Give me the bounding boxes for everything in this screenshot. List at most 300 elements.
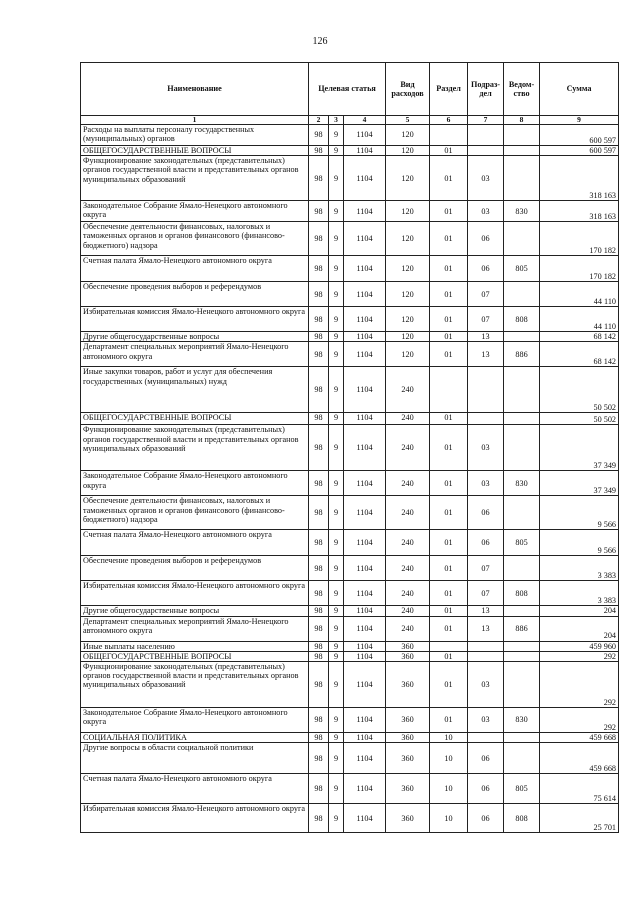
expense-type: 120 bbox=[386, 282, 430, 307]
target-part-2: 9 bbox=[329, 256, 344, 282]
header-section: Раздел bbox=[430, 63, 468, 116]
budget-table bbox=[80, 62, 619, 833]
department-code: 808 bbox=[504, 581, 540, 606]
section-code: 01 bbox=[430, 651, 468, 661]
table-row bbox=[81, 413, 619, 425]
target-part-3: 1104 bbox=[344, 707, 386, 732]
expense-type: 360 bbox=[386, 804, 430, 833]
target-part-2: 9 bbox=[329, 556, 344, 581]
row-name: Избирательная комиссия Ямало-Ненецкого автономного округа bbox=[81, 307, 309, 332]
section-code: 10 bbox=[430, 804, 468, 833]
row-sum: 600 597 bbox=[540, 146, 619, 156]
row-name: Функционирование законодательных (представительных) органов государственной власти и представительных органов муниципальных образований bbox=[81, 425, 309, 471]
table-row bbox=[81, 616, 619, 641]
expense-type: 240 bbox=[386, 606, 430, 616]
department-code: 805 bbox=[504, 530, 540, 556]
department-code: 830 bbox=[504, 201, 540, 222]
section-code bbox=[430, 125, 468, 146]
row-sum: 50 502 bbox=[540, 367, 619, 413]
subsection-code: 06 bbox=[468, 743, 504, 774]
department-code bbox=[504, 641, 540, 651]
row-sum: 3 383 bbox=[540, 581, 619, 606]
subsection-code bbox=[468, 125, 504, 146]
target-part-2: 9 bbox=[329, 471, 344, 496]
target-part-3: 1104 bbox=[344, 342, 386, 367]
target-part-2: 9 bbox=[329, 425, 344, 471]
target-part-2: 9 bbox=[329, 743, 344, 774]
row-sum: 44 110 bbox=[540, 282, 619, 307]
expense-type: 240 bbox=[386, 581, 430, 606]
department-code bbox=[504, 413, 540, 425]
department-code bbox=[504, 661, 540, 707]
table-row bbox=[81, 222, 619, 256]
target-part-2: 9 bbox=[329, 641, 344, 651]
expense-type: 120 bbox=[386, 332, 430, 342]
subsection-code: 03 bbox=[468, 661, 504, 707]
subsection-code: 06 bbox=[468, 530, 504, 556]
target-part-2: 9 bbox=[329, 707, 344, 732]
column-number: 2 bbox=[309, 116, 329, 125]
table-row bbox=[81, 732, 619, 742]
target-part-3: 1104 bbox=[344, 496, 386, 530]
table-row bbox=[81, 256, 619, 282]
section-code: 01 bbox=[430, 413, 468, 425]
column-number: 8 bbox=[504, 116, 540, 125]
department-code bbox=[504, 222, 540, 256]
row-name: Другие общегосударственные вопросы bbox=[81, 606, 309, 616]
expense-type: 120 bbox=[386, 256, 430, 282]
subsection-code: 13 bbox=[468, 332, 504, 342]
department-code bbox=[504, 425, 540, 471]
row-sum: 9 566 bbox=[540, 530, 619, 556]
column-number: 4 bbox=[344, 116, 386, 125]
expense-type: 120 bbox=[386, 342, 430, 367]
target-part-3: 1104 bbox=[344, 606, 386, 616]
section-code: 01 bbox=[430, 307, 468, 332]
target-part-1: 98 bbox=[309, 707, 329, 732]
row-sum: 459 668 bbox=[540, 743, 619, 774]
subsection-code: 03 bbox=[468, 707, 504, 732]
target-part-1: 98 bbox=[309, 222, 329, 256]
department-code bbox=[504, 743, 540, 774]
column-number-row bbox=[81, 116, 619, 125]
row-name: Обеспечение деятельности финансовых, налоговых и таможенных органов и органов финансового (финансово-бюджетного) надзора bbox=[81, 222, 309, 256]
table-row bbox=[81, 471, 619, 496]
expense-type: 120 bbox=[386, 146, 430, 156]
target-part-1: 98 bbox=[309, 616, 329, 641]
row-sum: 292 bbox=[540, 651, 619, 661]
table-body bbox=[81, 125, 619, 833]
table-row bbox=[81, 651, 619, 661]
section-code: 01 bbox=[430, 222, 468, 256]
target-part-1: 98 bbox=[309, 661, 329, 707]
expense-type: 240 bbox=[386, 496, 430, 530]
expense-type: 360 bbox=[386, 661, 430, 707]
target-part-2: 9 bbox=[329, 581, 344, 606]
expense-type: 240 bbox=[386, 425, 430, 471]
department-code: 808 bbox=[504, 804, 540, 833]
target-part-3: 1104 bbox=[344, 201, 386, 222]
target-part-3: 1104 bbox=[344, 530, 386, 556]
expense-type: 360 bbox=[386, 707, 430, 732]
header-type: Вид расходов bbox=[386, 63, 430, 116]
target-part-2: 9 bbox=[329, 146, 344, 156]
row-sum: 3 383 bbox=[540, 556, 619, 581]
section-code: 01 bbox=[430, 661, 468, 707]
row-sum: 68 142 bbox=[540, 342, 619, 367]
table-row bbox=[81, 156, 619, 201]
row-name: Счетная палата Ямало-Ненецкого автономного округа bbox=[81, 774, 309, 804]
target-part-3: 1104 bbox=[344, 125, 386, 146]
department-code bbox=[504, 282, 540, 307]
table-row bbox=[81, 774, 619, 804]
header-target: Целевая статья bbox=[309, 63, 386, 116]
row-sum: 318 163 bbox=[540, 201, 619, 222]
target-part-3: 1104 bbox=[344, 556, 386, 581]
column-number: 9 bbox=[540, 116, 619, 125]
target-part-2: 9 bbox=[329, 804, 344, 833]
table-header bbox=[81, 63, 619, 125]
target-part-1: 98 bbox=[309, 125, 329, 146]
row-name: Законодательное Собрание Ямало-Ненецкого автономного округа bbox=[81, 707, 309, 732]
target-part-3: 1104 bbox=[344, 661, 386, 707]
row-sum: 44 110 bbox=[540, 307, 619, 332]
row-name: Счетная палата Ямало-Ненецкого автономного округа bbox=[81, 530, 309, 556]
table-row bbox=[81, 606, 619, 616]
row-name: Функционирование законодательных (представительных) органов государственной власти и представительных органов муниципальных образований bbox=[81, 661, 309, 707]
section-code: 01 bbox=[430, 556, 468, 581]
row-sum: 600 597 bbox=[540, 125, 619, 146]
row-name: Избирательная комиссия Ямало-Ненецкого автономного округа bbox=[81, 581, 309, 606]
table-row bbox=[81, 342, 619, 367]
department-code bbox=[504, 156, 540, 201]
department-code bbox=[504, 606, 540, 616]
row-sum: 75 614 bbox=[540, 774, 619, 804]
expense-type: 240 bbox=[386, 556, 430, 581]
table-row bbox=[81, 530, 619, 556]
department-code bbox=[504, 146, 540, 156]
header-name: Наименование bbox=[81, 63, 309, 116]
target-part-1: 98 bbox=[309, 774, 329, 804]
row-sum: 170 182 bbox=[540, 222, 619, 256]
column-number: 1 bbox=[81, 116, 309, 125]
row-sum: 37 349 bbox=[540, 471, 619, 496]
target-part-3: 1104 bbox=[344, 471, 386, 496]
target-part-2: 9 bbox=[329, 367, 344, 413]
section-code: 01 bbox=[430, 156, 468, 201]
target-part-1: 98 bbox=[309, 641, 329, 651]
row-sum: 170 182 bbox=[540, 256, 619, 282]
target-part-3: 1104 bbox=[344, 425, 386, 471]
subsection-code: 06 bbox=[468, 256, 504, 282]
target-part-2: 9 bbox=[329, 156, 344, 201]
header-dept: Ведом-ство bbox=[504, 63, 540, 116]
row-sum: 459 668 bbox=[540, 732, 619, 742]
expense-type: 240 bbox=[386, 616, 430, 641]
page-number: 126 bbox=[312, 36, 328, 47]
subsection-code: 13 bbox=[468, 606, 504, 616]
section-code: 10 bbox=[430, 743, 468, 774]
table-row bbox=[81, 641, 619, 651]
expense-type: 360 bbox=[386, 743, 430, 774]
table-row bbox=[81, 661, 619, 707]
section-code: 01 bbox=[430, 581, 468, 606]
target-part-1: 98 bbox=[309, 342, 329, 367]
target-part-3: 1104 bbox=[344, 146, 386, 156]
subsection-code: 13 bbox=[468, 616, 504, 641]
subsection-code bbox=[468, 413, 504, 425]
section-code: 01 bbox=[430, 201, 468, 222]
expense-type: 120 bbox=[386, 156, 430, 201]
section-code: 01 bbox=[430, 332, 468, 342]
subsection-code bbox=[468, 732, 504, 742]
subsection-code: 07 bbox=[468, 307, 504, 332]
target-part-2: 9 bbox=[329, 201, 344, 222]
department-code bbox=[504, 556, 540, 581]
target-part-2: 9 bbox=[329, 222, 344, 256]
subsection-code: 07 bbox=[468, 581, 504, 606]
row-name: Законодательное Собрание Ямало-Ненецкого автономного округа bbox=[81, 201, 309, 222]
target-part-1: 98 bbox=[309, 413, 329, 425]
target-part-2: 9 bbox=[329, 651, 344, 661]
target-part-2: 9 bbox=[329, 661, 344, 707]
target-part-3: 1104 bbox=[344, 282, 386, 307]
department-code bbox=[504, 125, 540, 146]
row-name: Функционирование законодательных (представительных) органов государственной власти и представительных органов муниципальных образований bbox=[81, 156, 309, 201]
target-part-1: 98 bbox=[309, 425, 329, 471]
target-part-1: 98 bbox=[309, 332, 329, 342]
expense-type: 120 bbox=[386, 222, 430, 256]
target-part-1: 98 bbox=[309, 282, 329, 307]
target-part-1: 98 bbox=[309, 201, 329, 222]
subsection-code bbox=[468, 367, 504, 413]
target-part-1: 98 bbox=[309, 156, 329, 201]
expense-type: 240 bbox=[386, 530, 430, 556]
target-part-3: 1104 bbox=[344, 367, 386, 413]
row-name: Обеспечение проведения выборов и референдумов bbox=[81, 556, 309, 581]
target-part-1: 98 bbox=[309, 471, 329, 496]
target-part-3: 1104 bbox=[344, 413, 386, 425]
target-part-3: 1104 bbox=[344, 743, 386, 774]
row-name: Расходы на выплаты персоналу государственных (муниципальных) органов bbox=[81, 125, 309, 146]
column-number: 7 bbox=[468, 116, 504, 125]
section-code: 01 bbox=[430, 256, 468, 282]
row-name: Обеспечение деятельности финансовых, налоговых и таможенных органов и органов финансового (финансово-бюджетного) надзора bbox=[81, 496, 309, 530]
target-part-1: 98 bbox=[309, 146, 329, 156]
header-sum: Сумма bbox=[540, 63, 619, 116]
subsection-code: 03 bbox=[468, 156, 504, 201]
row-name: Департамент специальных мероприятий Ямало-Ненецкого автономного округа bbox=[81, 616, 309, 641]
table-row bbox=[81, 743, 619, 774]
section-code: 01 bbox=[430, 342, 468, 367]
department-code bbox=[504, 496, 540, 530]
subsection-code: 03 bbox=[468, 471, 504, 496]
target-part-1: 98 bbox=[309, 651, 329, 661]
table-row bbox=[81, 125, 619, 146]
department-code: 830 bbox=[504, 707, 540, 732]
table-row bbox=[81, 496, 619, 530]
table-row bbox=[81, 307, 619, 332]
target-part-3: 1104 bbox=[344, 641, 386, 651]
target-part-3: 1104 bbox=[344, 581, 386, 606]
table-row bbox=[81, 367, 619, 413]
section-code: 01 bbox=[430, 707, 468, 732]
target-part-1: 98 bbox=[309, 804, 329, 833]
row-sum: 50 502 bbox=[540, 413, 619, 425]
table-row bbox=[81, 707, 619, 732]
section-code: 01 bbox=[430, 146, 468, 156]
header-subsection: Подраз-дел bbox=[468, 63, 504, 116]
department-code: 808 bbox=[504, 307, 540, 332]
section-code: 01 bbox=[430, 471, 468, 496]
expense-type: 360 bbox=[386, 651, 430, 661]
column-number: 6 bbox=[430, 116, 468, 125]
subsection-code: 13 bbox=[468, 342, 504, 367]
department-code bbox=[504, 367, 540, 413]
target-part-1: 98 bbox=[309, 496, 329, 530]
target-part-2: 9 bbox=[329, 606, 344, 616]
subsection-code: 06 bbox=[468, 222, 504, 256]
row-name: Иные выплаты населению bbox=[81, 641, 309, 651]
target-part-2: 9 bbox=[329, 125, 344, 146]
row-name: СОЦИАЛЬНАЯ ПОЛИТИКА bbox=[81, 732, 309, 742]
department-code bbox=[504, 332, 540, 342]
table-row bbox=[81, 804, 619, 833]
section-code: 10 bbox=[430, 732, 468, 742]
row-sum: 459 960 bbox=[540, 641, 619, 651]
target-part-1: 98 bbox=[309, 530, 329, 556]
row-name: Иные закупки товаров, работ и услуг для обеспечения государственных (муниципальных) нужд bbox=[81, 367, 309, 413]
expense-type: 120 bbox=[386, 201, 430, 222]
department-code: 886 bbox=[504, 616, 540, 641]
subsection-code: 06 bbox=[468, 804, 504, 833]
subsection-code: 06 bbox=[468, 774, 504, 804]
target-part-3: 1104 bbox=[344, 732, 386, 742]
column-number: 3 bbox=[329, 116, 344, 125]
row-sum: 292 bbox=[540, 661, 619, 707]
row-name: Департамент специальных мероприятий Ямало-Ненецкого автономного округа bbox=[81, 342, 309, 367]
target-part-3: 1104 bbox=[344, 256, 386, 282]
table-row bbox=[81, 146, 619, 156]
department-code: 805 bbox=[504, 774, 540, 804]
row-sum: 204 bbox=[540, 606, 619, 616]
subsection-code bbox=[468, 651, 504, 661]
department-code: 830 bbox=[504, 471, 540, 496]
subsection-code bbox=[468, 146, 504, 156]
row-name: Счетная палата Ямало-Ненецкого автономного округа bbox=[81, 256, 309, 282]
target-part-1: 98 bbox=[309, 581, 329, 606]
target-part-3: 1104 bbox=[344, 222, 386, 256]
table-row bbox=[81, 201, 619, 222]
target-part-3: 1104 bbox=[344, 332, 386, 342]
subsection-code: 07 bbox=[468, 282, 504, 307]
table-row bbox=[81, 581, 619, 606]
target-part-2: 9 bbox=[329, 530, 344, 556]
section-code: 01 bbox=[430, 282, 468, 307]
row-name: ОБЩЕГОСУДАРСТВЕННЫЕ ВОПРОСЫ bbox=[81, 146, 309, 156]
expense-type: 360 bbox=[386, 774, 430, 804]
row-sum: 25 701 bbox=[540, 804, 619, 833]
subsection-code: 03 bbox=[468, 201, 504, 222]
section-code: 01 bbox=[430, 606, 468, 616]
target-part-1: 98 bbox=[309, 307, 329, 332]
column-number: 5 bbox=[386, 116, 430, 125]
section-code bbox=[430, 641, 468, 651]
target-part-2: 9 bbox=[329, 413, 344, 425]
target-part-2: 9 bbox=[329, 307, 344, 332]
row-name: Обеспечение проведения выборов и референдумов bbox=[81, 282, 309, 307]
expense-type: 240 bbox=[386, 471, 430, 496]
row-name: Другие вопросы в области социальной политики bbox=[81, 743, 309, 774]
section-code: 01 bbox=[430, 530, 468, 556]
expense-type: 360 bbox=[386, 641, 430, 651]
row-name: Другие общегосударственные вопросы bbox=[81, 332, 309, 342]
target-part-3: 1104 bbox=[344, 804, 386, 833]
table-row bbox=[81, 556, 619, 581]
section-code: 01 bbox=[430, 425, 468, 471]
expense-type: 120 bbox=[386, 125, 430, 146]
row-sum: 204 bbox=[540, 616, 619, 641]
row-sum: 68 142 bbox=[540, 332, 619, 342]
department-code bbox=[504, 732, 540, 742]
target-part-1: 98 bbox=[309, 556, 329, 581]
target-part-3: 1104 bbox=[344, 651, 386, 661]
target-part-1: 98 bbox=[309, 256, 329, 282]
target-part-3: 1104 bbox=[344, 616, 386, 641]
department-code: 805 bbox=[504, 256, 540, 282]
expense-type: 360 bbox=[386, 732, 430, 742]
section-code: 01 bbox=[430, 616, 468, 641]
target-part-2: 9 bbox=[329, 616, 344, 641]
target-part-1: 98 bbox=[309, 743, 329, 774]
subsection-code: 03 bbox=[468, 425, 504, 471]
target-part-2: 9 bbox=[329, 282, 344, 307]
row-sum: 292 bbox=[540, 707, 619, 732]
table-row bbox=[81, 425, 619, 471]
section-code: 01 bbox=[430, 496, 468, 530]
subsection-code bbox=[468, 641, 504, 651]
target-part-2: 9 bbox=[329, 732, 344, 742]
row-name: ОБЩЕГОСУДАРСТВЕННЫЕ ВОПРОСЫ bbox=[81, 413, 309, 425]
target-part-1: 98 bbox=[309, 732, 329, 742]
target-part-1: 98 bbox=[309, 606, 329, 616]
target-part-2: 9 bbox=[329, 496, 344, 530]
department-code: 886 bbox=[504, 342, 540, 367]
section-code bbox=[430, 367, 468, 413]
row-sum: 318 163 bbox=[540, 156, 619, 201]
section-code: 10 bbox=[430, 774, 468, 804]
target-part-2: 9 bbox=[329, 332, 344, 342]
row-sum: 37 349 bbox=[540, 425, 619, 471]
target-part-3: 1104 bbox=[344, 774, 386, 804]
table-row bbox=[81, 332, 619, 342]
row-name: Законодательное Собрание Ямало-Ненецкого автономного округа bbox=[81, 471, 309, 496]
table-row bbox=[81, 282, 619, 307]
expense-type: 240 bbox=[386, 413, 430, 425]
row-name: Избирательная комиссия Ямало-Ненецкого автономного округа bbox=[81, 804, 309, 833]
target-part-3: 1104 bbox=[344, 156, 386, 201]
department-code bbox=[504, 651, 540, 661]
target-part-1: 98 bbox=[309, 367, 329, 413]
target-part-3: 1104 bbox=[344, 307, 386, 332]
expense-type: 120 bbox=[386, 307, 430, 332]
expense-type: 240 bbox=[386, 367, 430, 413]
target-part-2: 9 bbox=[329, 774, 344, 804]
subsection-code: 06 bbox=[468, 496, 504, 530]
row-sum: 9 566 bbox=[540, 496, 619, 530]
subsection-code: 07 bbox=[468, 556, 504, 581]
row-name: ОБЩЕГОСУДАРСТВЕННЫЕ ВОПРОСЫ bbox=[81, 651, 309, 661]
